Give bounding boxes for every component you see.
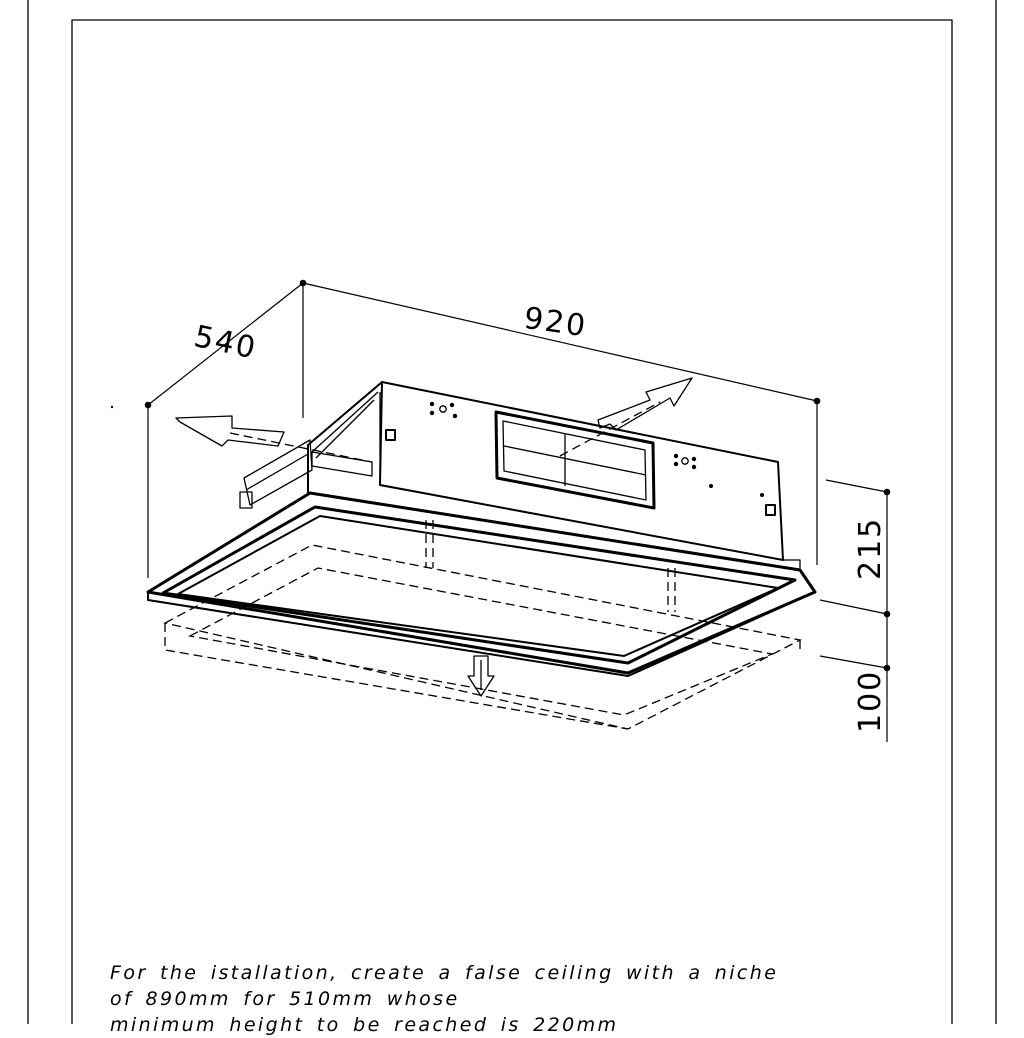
- dimension-width: [300, 280, 821, 565]
- installation-note-line: of 890mm for 510mm whose: [110, 988, 460, 1010]
- installation-note-line: For the istallation, create a false ceiling with a niche: [110, 962, 779, 984]
- dimension-drop-label: 100: [853, 669, 888, 733]
- dimension-depth: [111, 283, 303, 578]
- air-outlet-arrow-right: [598, 378, 692, 430]
- installation-note-line: minimum height to be reached is 220mm: [110, 1014, 619, 1036]
- air-outlet-arrow-left: [176, 416, 284, 446]
- inner-frame: [72, 20, 952, 1024]
- dimension-width-label: 920: [521, 300, 590, 345]
- installation-note: [110, 960, 870, 1036]
- motor-housing: [240, 382, 783, 560]
- dimension-depth-label: 540: [190, 319, 261, 367]
- dimension-height: [820, 480, 890, 742]
- dimension-height-label: 215: [853, 516, 888, 580]
